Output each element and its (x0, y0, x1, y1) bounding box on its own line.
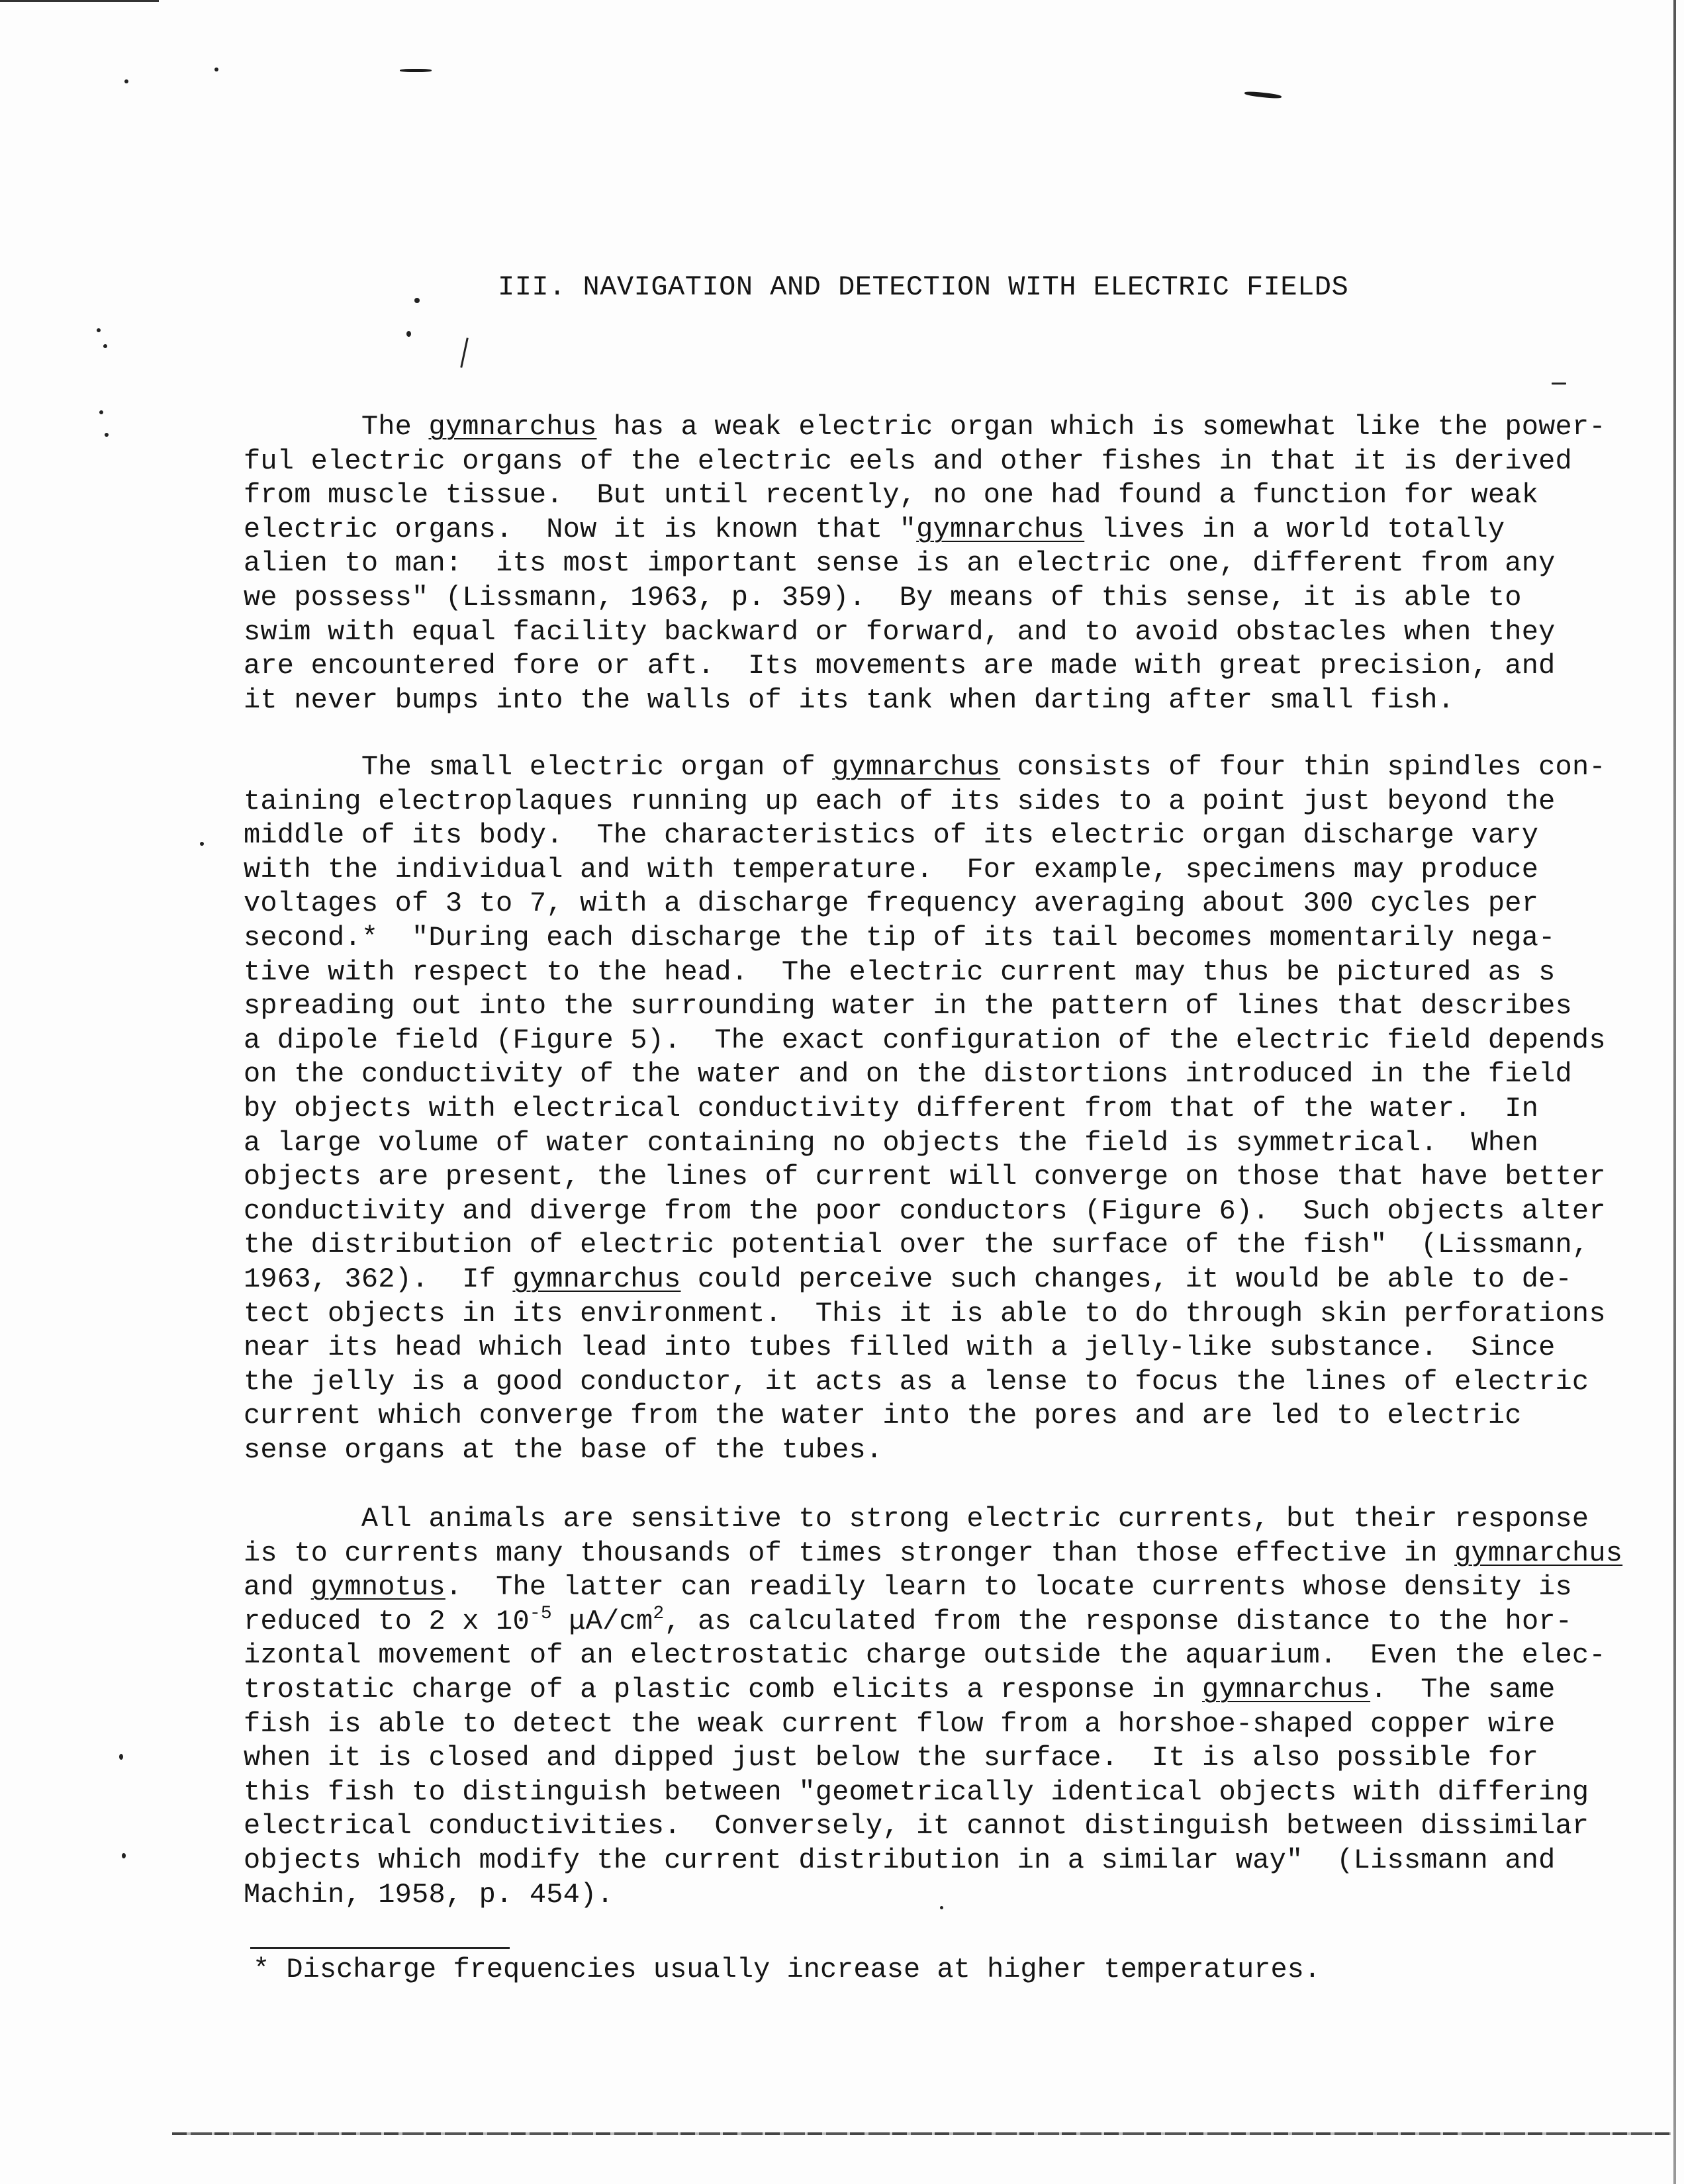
text-line: by objects with electrical conductivity different from that of the water. In (244, 1092, 1539, 1124)
text-line: we possess" (Lissmann, 1963, p. 359). By means of this sense, it is able to (244, 581, 1522, 614)
text-line: The small electric organ of gymnarchus consists of four thin spindles con- (244, 751, 1606, 783)
text-line: when it is closed and dipped just below the surface. It is also possible for (244, 1742, 1539, 1774)
text-line: voltages of 3 to 7, with a discharge frequency averaging about 300 cycles per (244, 887, 1539, 920)
text-line: a dipole field (Figure 5). The exact configuration of the electric field depends (244, 1024, 1606, 1056)
text-line: electrical conductivities. Conversely, it cannot distinguish between dissimilar (244, 1810, 1589, 1843)
scan-speck (103, 344, 107, 348)
scan-speck (214, 68, 218, 71)
underlined-term: gymnarchus (428, 411, 597, 443)
text-line: tive with respect to the head. The electric current may thus be pictured as s (244, 956, 1556, 988)
text-line: The gymnarchus has a weak electric organ which is somewhat like the power- (244, 411, 1606, 443)
scan-page-edge (1673, 0, 1676, 2184)
text-line: swim with equal facility backward or forward, and to avoid obstacles when they (244, 615, 1556, 648)
underlined-term: gymnarchus (1202, 1673, 1371, 1706)
text-line: tect objects in its environment. This it is able to do through skin perforations (244, 1297, 1606, 1330)
text-line: reduced to 2 x $10^{-5}$ $\mu A/cm^2$, as calculated from the response distance to the hor- (244, 1603, 1573, 1637)
text-line: electric organs. Now it is known that "gymnarchus lives in a world totally (244, 513, 1505, 545)
footnote: * Discharge frequencies usually increase at higher temperatures. (253, 1954, 1321, 1985)
text-line: a large volume of water containing no objects the field is symmetrical. When (244, 1126, 1539, 1159)
text-line: objects which modify the current distribution in a similar way" (Lissmann and (244, 1844, 1556, 1876)
scan-mark (400, 69, 432, 72)
text-line: on the conductivity of the water and on the distortions introduced in the field (244, 1058, 1572, 1091)
text-line: alien to man: its most important sense is an electric one, different from any (244, 547, 1556, 580)
text-line: current which converge from the water into the pores and are led to electric (244, 1400, 1522, 1432)
text-line: sense organs at the base of the tubes. (244, 1433, 883, 1466)
text-line: All animals are sensitive to strong electric currents, but their response (244, 1503, 1589, 1535)
underlined-term: gymnotus (310, 1571, 445, 1604)
underlined-term: gymnarchus (916, 513, 1085, 545)
text-line: from muscle tissue. But until recently, no one had found a function for weak (244, 479, 1539, 512)
text-line: conductivity and diverge from the poor conductors (Figure 6). Such objects alter (244, 1195, 1606, 1227)
underlined-term: gymnarchus (1454, 1537, 1623, 1569)
scan-speck (122, 1853, 126, 1858)
text-line: with the individual and with temperature. For example, specimens may produce (244, 853, 1539, 886)
paragraph-2 (244, 751, 1640, 1467)
scan-speck (406, 331, 411, 337)
text-line: is to currents many thousands of times stronger than those effective in gymnarchus (244, 1537, 1623, 1569)
superscript: -5 (529, 1603, 552, 1624)
scan-mark (460, 338, 468, 368)
scan-speck (105, 433, 109, 437)
text-line: Machin, 1958, p. 454). (244, 1878, 614, 1911)
scan-speck (200, 842, 204, 846)
text-line: 1963, 362). If gymnarchus could perceive such changes, it would be able to de- (244, 1263, 1572, 1295)
text-line: it never bumps into the walls of its tank when darting after small fish. (244, 684, 1455, 716)
text-line: taining electroplaques running up each of its sides to a point just beyond the (244, 785, 1556, 817)
text-line: trostatic charge of a plastic comb elicits a response in gymnarchus. The same (244, 1673, 1556, 1706)
text-line: izontal movement of an electrostatic charge outside the aquarium. Even the elec- (244, 1639, 1606, 1672)
text-line: middle of its body. The characteristics of its electric organ discharge vary (244, 819, 1539, 852)
scan-speck (97, 328, 101, 332)
paragraph-1 (244, 410, 1640, 717)
underlined-term: gymnarchus (512, 1263, 681, 1295)
underlined-term: gymnarchus (832, 751, 1001, 783)
text-line: are encountered fore or aft. Its movements are made with great precision, and (244, 650, 1556, 682)
scan-bottom-rule (172, 2132, 1671, 2135)
scan-speck (119, 1754, 123, 1760)
superscript: 2 (653, 1603, 665, 1624)
scan-mark (1552, 383, 1566, 385)
scan-speck (414, 298, 420, 303)
text-line: the distribution of electric potential over the surface of the fish" (Lissmann, (244, 1229, 1589, 1261)
text-line: objects are present, the lines of current will converge on those that have better (244, 1161, 1606, 1193)
scan-speck (124, 79, 128, 83)
footnote-rule (250, 1947, 510, 1949)
text-line: fish is able to detect the weak current flow from a horshoe-shaped copper wire (244, 1707, 1556, 1740)
text-line: second.* "During each discharge the tip of its tail becomes momentarily nega- (244, 921, 1556, 954)
text-line: near its head which lead into tubes filled with a jelly-like substance. Since (244, 1332, 1556, 1364)
text-line: this fish to distinguish between "geometrically identical objects with differing (244, 1776, 1589, 1808)
scan-top-rule (0, 0, 159, 2)
text-line: spreading out into the surrounding water in the pattern of lines that describes (244, 990, 1572, 1023)
text-line: the jelly is a good conductor, it acts as a lense to focus the lines of electric (244, 1365, 1589, 1398)
section-heading: III. NAVIGATION AND DETECTION WITH ELECTRIC FIELDS (498, 271, 1349, 303)
scan-mark (1244, 91, 1282, 99)
scan-speck (99, 410, 103, 414)
text-line: and gymnotus. The latter can readily learn to locate currents whose density is (244, 1571, 1572, 1604)
paragraph-3 (244, 1502, 1640, 1912)
text-line: ful electric organs of the electric eels and other fishes in that it is derived (244, 445, 1572, 477)
